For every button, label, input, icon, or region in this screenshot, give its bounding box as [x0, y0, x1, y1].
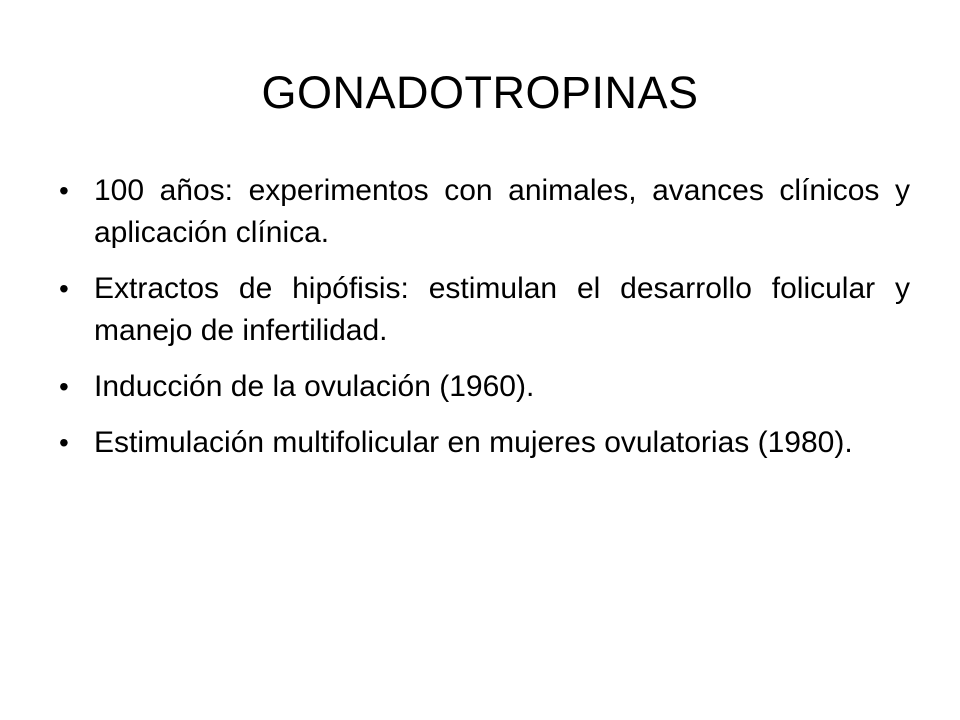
bullet-icon: •: [59, 175, 69, 206]
bullet-text: Estimulación multifolicular en mujeres ovulatorias (1980).: [94, 426, 853, 459]
bullet-icon: •: [59, 273, 69, 304]
list-item: [56, 422, 910, 464]
slide-title: GONADOTROPINAS: [261, 67, 699, 118]
bullet-icon: •: [59, 427, 69, 458]
list-item: [56, 170, 910, 254]
list-item: [56, 268, 910, 352]
bullet-text: Inducción de la ovulación (1960).: [94, 370, 535, 403]
bullet-icon: •: [59, 371, 69, 402]
list-item: [56, 366, 910, 408]
bullet-text: Extractos de hipófisis: estimulan el desarrollo folicular y manejo de infertilidad.: [94, 272, 910, 347]
bullet-text: 100 años: experimentos con animales, avances clínicos y aplicación clínica.: [94, 174, 910, 249]
bullet-list: [56, 170, 910, 478]
